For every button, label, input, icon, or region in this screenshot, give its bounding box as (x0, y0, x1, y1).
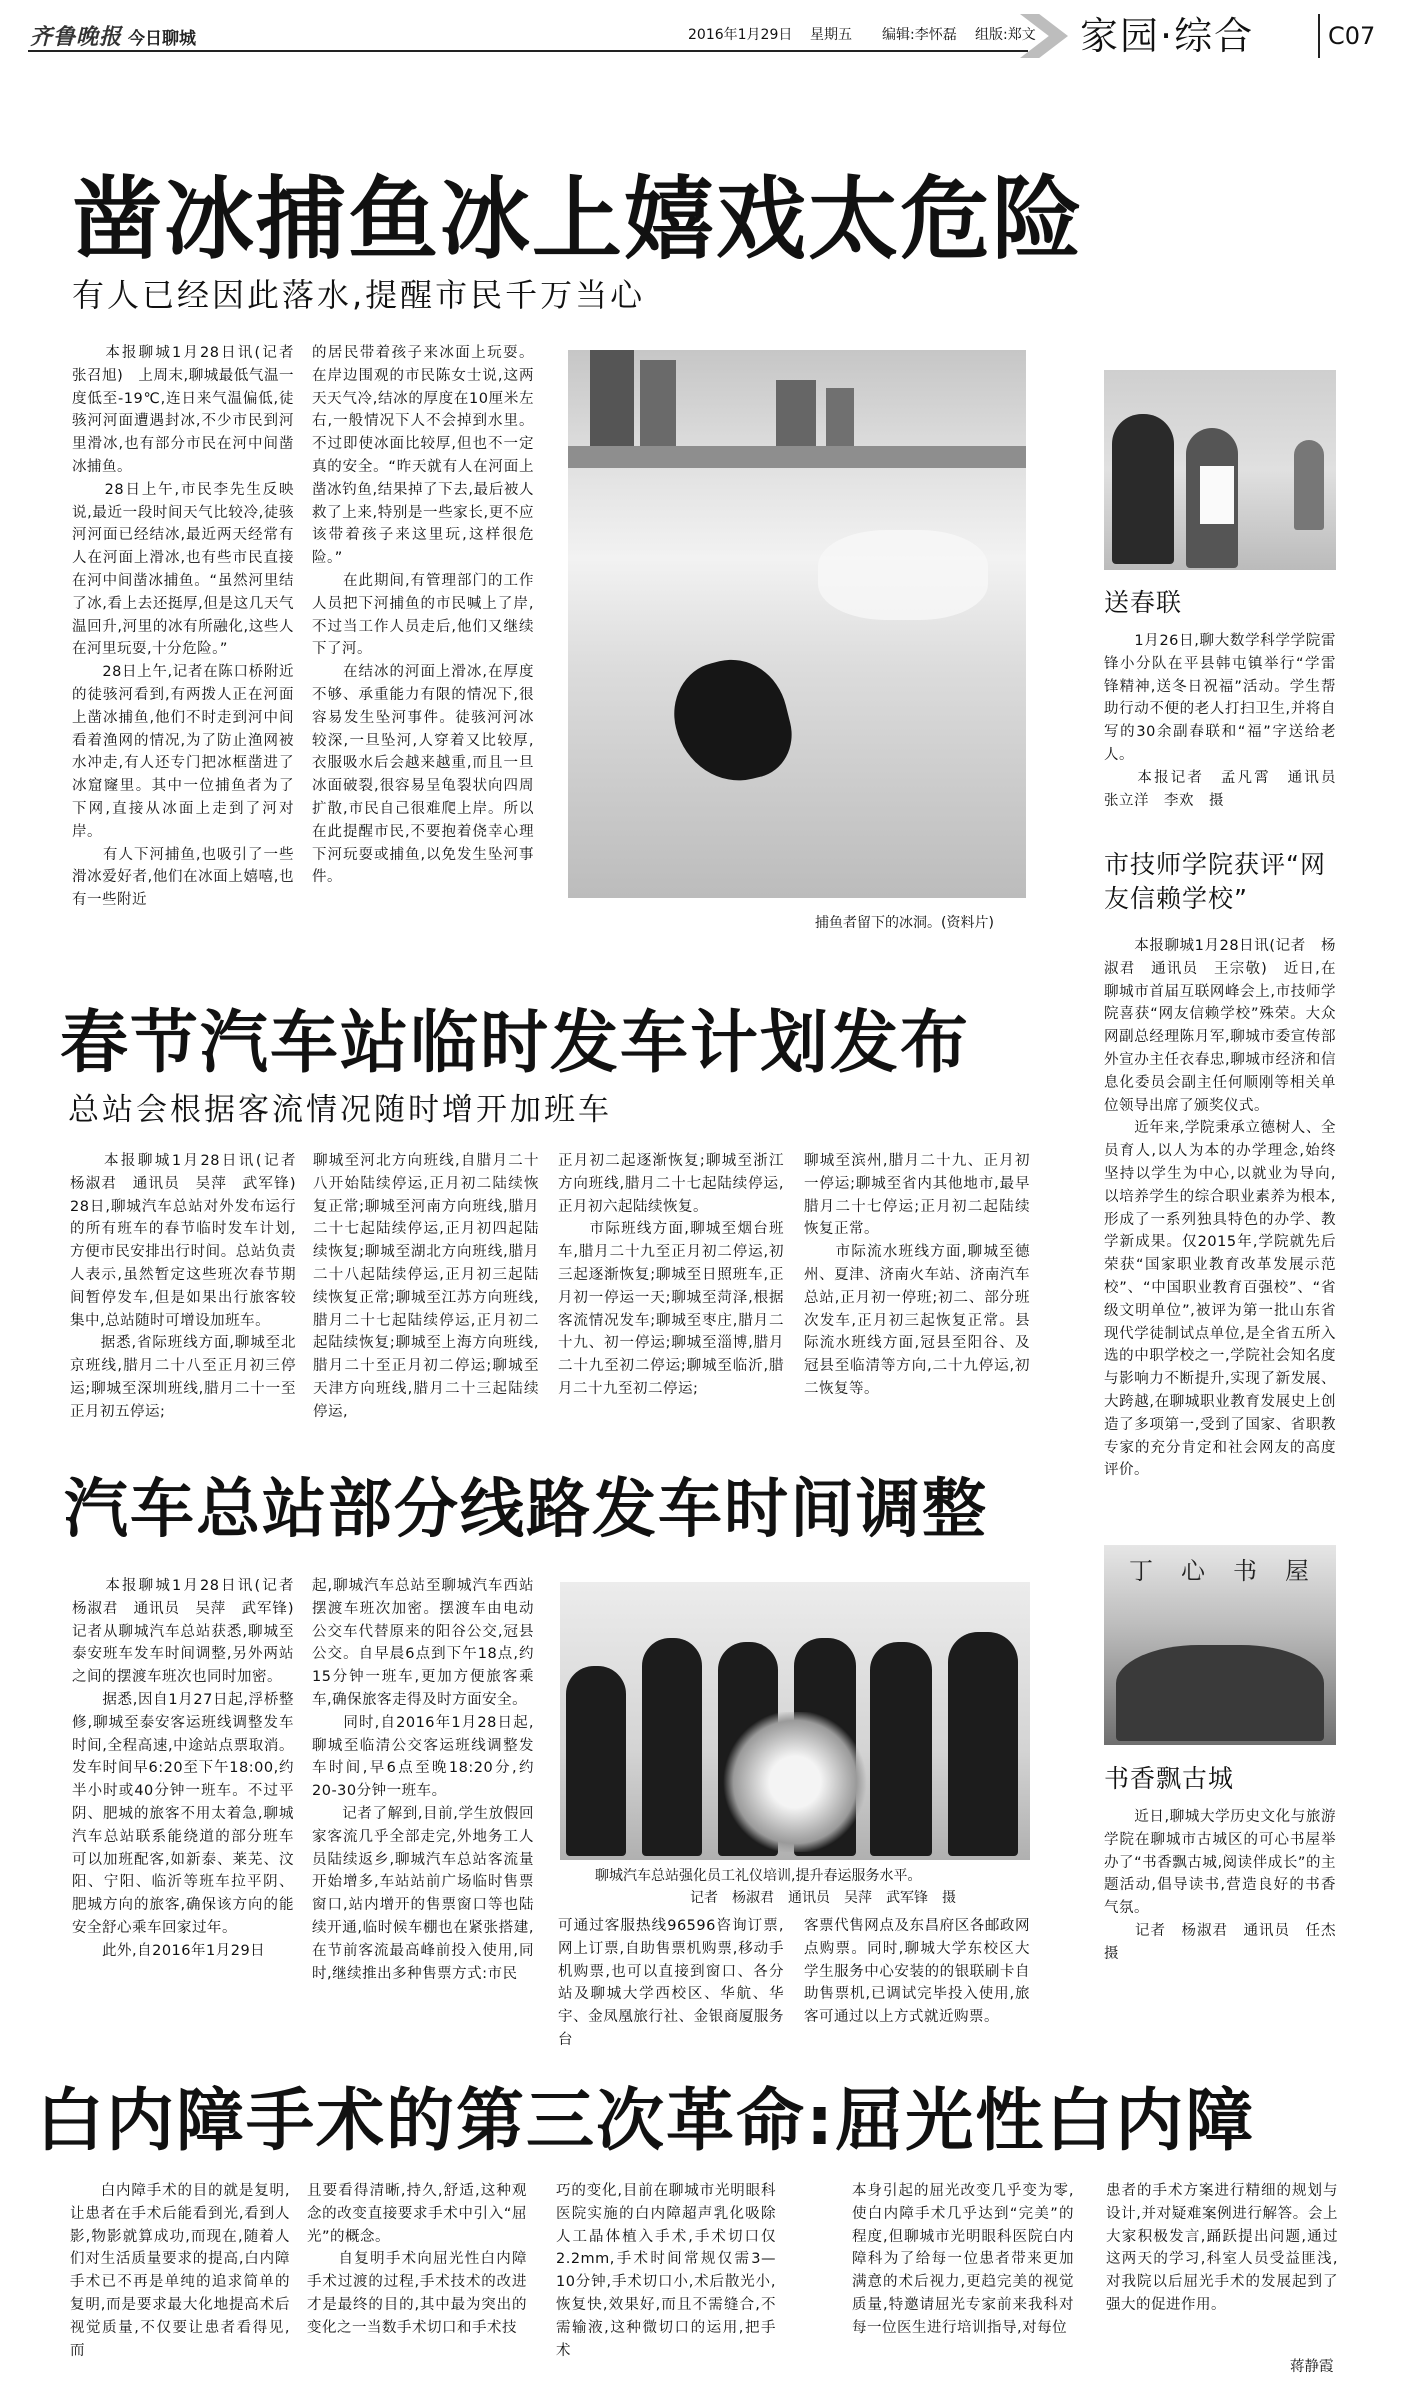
photo-staff-5 (870, 1642, 932, 1856)
side1-photo-couplets (1104, 370, 1336, 570)
section-divider (1318, 14, 1320, 58)
article3-column-1: 本报聊城1月28日讯(记者 杨淑君 通讯员 吴萍 武军锋) 记者从聊城汽车总站获悉,聊城至泰安班车发车时间调整,另外两站之间的摆渡车班次也同时加密。 据悉,因自1月27日起,浮桥整修,聊城至泰安客运班线调整发车时间,全程高速,中途站点票取消。发车时间早6:20至下午18:00,约半小时或40分钟一班车。不过平阴、肥城的旅客不用太着急,聊城汽车总站联系能绕道的部分班车可以加班配客,如新泰、莱芜、汶阳、宁阳、临沂等班车拉平阴、肥城方向的旅客,确保该方向的能安全舒心乘车回家过年。 此外,自2016年1月29日 (72, 1578, 294, 1959)
side1-body: 1月26日,聊大数学科学学院雷锋小分队在平县韩屯镇举行“学雷锋精神,送冬日祝福”活动。学生帮助行动不便的老人打扫卫生,并将自写的30余副春联和“福”字送给老人。 本报记者 孟凡霄 通讯员 张立洋 李欢 摄 (1104, 633, 1336, 809)
photo-building-2 (640, 360, 676, 450)
photo-far-bank (568, 446, 1026, 468)
photo-couplet-paper (1200, 466, 1234, 524)
photo-child-right (1294, 440, 1324, 530)
article2-subtitle: 总站会根据客流情况随时增开加班车 (68, 1092, 612, 1128)
side3-title: 书香飘古城 (1104, 1764, 1235, 1793)
header-rule (28, 50, 1028, 52)
article3-column-3: 可通过客服热线96596咨询订票,网上订票,自助售票机购票,移动手机购票,也可以直接到窗口、各分站及聊城大学西校区、华航、华宇、金凤凰旅行社、金银商厦服务台 (558, 1918, 784, 2048)
article1-column-1: 本报聊城1月28日讯(记者 张召旭) 上周末,聊城最低气温一度低至-19℃,连日来气温偏低,徒骇河河面遭遇封冰,不少市民到河里滑冰,也有部分市民在河中间凿冰捕鱼。 28日上午,市民李先生反映说,最近一段时间天气比较冷,徒骇河河面已经结冰,最近两天经常有人在河面上滑冰,也有些市民直接在河中间凿冰捕鱼。“虽然河里结了冰,看上去还挺厚,但是这几天气温回升,河里的冰有所融化,这些人在河里玩耍,十分危险。” 28日上午,记者在陈口桥附近的徒骇河看到,有两拨人正在河面上凿冰捕鱼,他们不时走到河中间看着渔网的情况,为了防止渔网被水冲走,有人还专门把冰框凿进了冰窟窿里。其中一位捕鱼者为了下网,直接从冰面上走到了河对岸。 有人下河捕鱼,也吸引了一些滑冰爱好者,他们在冰面上嬉嘻,也有一些附近 (72, 345, 294, 909)
photo-staff-2 (642, 1638, 702, 1856)
photo-snow-patch (818, 530, 988, 620)
article4-column-3: 巧的变化,目前在聊城市光明眼科医院实施的白内障超声乳化吸除人工晶体植入手术,手术切口仅2.2mm,手术时间常规仅需3—10分钟,手术切口小,术后散光小,恢复快,效果好,而且不需缝合,不需输液,这种微切口的运用,把手术 (556, 2183, 776, 2359)
section-title: 家园·综合 (1080, 14, 1255, 58)
photo-building-1 (590, 350, 634, 450)
edition-label: 今日聊城 (128, 29, 196, 49)
article1-subtitle: 有人已经因此落水,提醒市民千万当心 (72, 276, 646, 314)
photo-staff-6 (948, 1632, 1018, 1856)
page-header (0, 0, 1409, 70)
side2-body: 本报聊城1月28日讯(记者 杨淑君 通讯员 王宗敬) 近日,在聊城市首届互联网峰会上,市技师学院喜获“网友信赖学校”殊荣。大众网副总经理陈月军,聊城市委宣传部外宣办主任衣春忠,聊城市经济和信息化委员会副主任何顺刚等相关单位领导出席了颁奖仪式。 近年来,学院秉承立德树人、全员育人,以人为本的办学理念,始终坚持以学生为中心,以就业为导向,以培养学生的综合职业素养为根本,形成了一系列独具特色的办学、教学新成果。仅2015年,学院就先后荣获“国家职业教育改革发展示范校”、“中国职业教育百强校”、“省级文明单位”,被评为第一批山东省现代学徒制试点单位,是全省五所入选的中职学校之一,学院社会知名度与影响力不断提升,实现了新发展、大跨越,在聊城职业教育发展史上创造了多项第一,受到了国家、省职教专家的充分肯定和社会网友的高度评价。 (1104, 938, 1336, 1479)
article4-column-1: 白内障手术的目的就是复明,让患者在手术后能看到光,看到人影,物影就算成功,而现在,随着人们对生活质量要求的提高,白内障手术已不再是单纯的追求简单的复明,而是要求最大化地提高术后视觉质量,不仅要让患者看得见,而 (70, 2183, 290, 2359)
article3-column-2: 起,聊城汽车总站至聊城汽车西站摆渡车班次加密。摆渡车由电动公交车代替原来的阳谷公交,冠县公交。自早晨6点到下午18点,约15分钟一班车,更加方便旅客乘车,确保旅客走得及时方面安全。 同时,自2016年1月28日起,聊城至临清公交客运班线调整发车时间,早6点至晚18:20分,约20-30分钟一班车。 记者了解到,目前,学生放假回家客流几乎全部走完,外地务工人员陆续返乡,聊城汽车总站客流量开始增多,车站站前广场临时售票窗口,站内增开的售票窗口等也陆续开通,临时候车棚也在紧张搭建,在节前客流最高峰前投入使用,同时,继续推出多种售票方式:市民 (312, 1578, 534, 1982)
article4-column-4: 本身引起的屈光改变几乎变为零,使白内障手术几乎达到“完美”的程度,但聊城市光明眼科医院白内障科为了给每一位患者带来更加满意的术后视力,更趋完美的视觉质量,特邀请屈光专家前来我科对每一位医生进行培训指导,对每位 (852, 2183, 1074, 2336)
article3-title: 汽车总站部分线路发车时间调整 (64, 1473, 988, 1547)
photo-person-left (1112, 414, 1174, 564)
side1-title: 送春联 (1104, 588, 1183, 617)
article3-photo-staff (560, 1582, 1030, 1860)
article2-column-4: 聊城至滨州,腊月二十九、正月初一停运;聊城至省内其他地市,最早腊月二十七停运;正月初二起陆续恢复正常。 市际流水班线方面,聊城至德州、夏津、济南火车站、济南汽车总站,正月初一停班;初二、部分班次发车,正月初三起恢复正常。县际流水班线方面,冠县至阳谷、及冠县至临清等方向,二十九停运,初二恢复等。 (804, 1153, 1030, 1397)
photo-building-3 (776, 380, 816, 452)
side3-photo-bookstore (1104, 1545, 1336, 1745)
side3-body: 近日,聊城大学历史文化与旅游学院在聊城市古城区的可心书屋举办了“书香飘古城,阅读伴成长”的主题活动,倡导读书,营造良好的书香气氛。 记者 杨淑君 通讯员 任杰 摄 (1104, 1809, 1336, 1962)
side2-title: 市技师学院获评“网友信赖学校” (1104, 850, 1326, 913)
article2-column-3: 正月初二起逐渐恢复;聊城至浙江方向班线,腊月二十七起陆续停运,正月初六起陆续恢复。 市际班线方面,聊城至烟台班车,腊月二十九至正月初二停运,初三起逐渐恢复;聊城至日照班车,正月初一停运一天;聊城至菏泽,根据客流情况发车;聊城至枣庄,腊月二十九、初一停运;聊城至淄博,腊月二十九至初二停运;聊城至临沂,腊月二十九至初二停运; (558, 1153, 784, 1397)
header-weekday: 星期五 (810, 27, 852, 43)
article1-photo-ice-hole (568, 350, 1026, 898)
article3-photo-caption: 聊城汽车总站强化员工礼仪培训,提升春运服务水平。 (595, 1868, 922, 1884)
article1-photo-caption: 捕鱼者留下的冰洞。(资料片) (815, 915, 994, 931)
photo-crowd (1116, 1645, 1324, 1741)
article4-title: 白内障手术的第三次革命:屈光性白内障 (36, 2082, 1256, 2161)
paper-name: 齐鲁晚报 (30, 24, 123, 50)
photo-building-4 (826, 388, 854, 450)
page-number: C07 (1328, 22, 1376, 50)
article4-column-2: 且要看得清晰,持久,舒适,这种观念的改变直接要求手术中引入“屈光”的概念。 自复明手术向屈光性白内障手术过渡的过程,手术技术的改进才是最终的目的,其中最为突出的变化之一当数手术切口和手术技 (307, 2183, 527, 2336)
photo-staff-1 (566, 1666, 626, 1856)
article4-byline: 蒋静霞 (1290, 2359, 1334, 2375)
header-date: 2016年1月29日 (688, 27, 793, 43)
bookstore-sign: 丁 心 书 屋 (1129, 1557, 1311, 1585)
article3-column-4: 客票代售网点及东昌府区各邮政网点购票。同时,聊城大学东校区大学生服务中心安装的的银联刷卡自助售票机,已调试完毕投入使用,旅客可通过以上方式就近购票。 (804, 1918, 1030, 2026)
article2-column-2: 聊城至河北方向班线,自腊月二十八开始陆续停运,正月初二陆续恢复正常;聊城至河南方向班线,腊月二十七起陆续停运,正月初四起陆续恢复;聊城至湖北方向班线,腊月二十八起陆续停运,正月初三起陆续恢复正常;聊城至江苏方向班线,腊月二十七起陆续停运,正月初二起陆续恢复;聊城至上海方向班线,腊月二十至正月初二停运;聊城至天津方向班线,腊月二十三起陆续停运, (313, 1153, 539, 1420)
photo-ice-hole (663, 648, 801, 793)
header-designer: 组版:郑文 (975, 27, 1036, 43)
article1-title: 凿冰捕鱼冰上嬉戏太危险 (72, 167, 1084, 272)
header-editor: 编辑:李怀磊 (882, 27, 957, 43)
article1-column-2: 的居民带着孩子来冰面上玩耍。在岸边围观的市民陈女士说,这两天天气冷,结冰的厚度在10厘米左右,一般情况下人不会掉到水里。不过即使冰面比较厚,但也不一定真的安全。“昨天就有人在河面上凿冰钓鱼,结果掉了下去,最后被人救了上来,特别是一些家长,更不应该带着孩子来这里玩,这样很危险。” 在此期间,有管理部门的工作人员把下河捕鱼的市民喊上了岸,不过当工作人员走后,他们又继续下了河。 在结冰的河面上滑冰,在厚度不够、承重能力有限的情况下,很容易发生坠河事件。徒骇河河冰较深,一旦坠河,人穿着又比较厚,衣服吸水后会越来越重,而且一旦冰面破裂,很容易呈龟裂状向四周扩散,市民自己很难爬上岸。所以在此提醒市民,不要抱着侥幸心理下河玩耍或捕鱼,以免发生坠河事件。 (312, 345, 534, 886)
article2-title: 春节汽车站临时发车计划发布 (60, 1004, 971, 1083)
article3-photo-credit: 记者 杨淑君 通讯员 吴萍 武军锋 摄 (690, 1890, 956, 1906)
article4-column-5: 患者的手术方案进行精细的规划与设计,并对疑难案例进行解答。会上大家积极发言,踊跃提出问题,通过这两天的学习,科室人员受益匪浅,对我院以后屈光手术的发展起到了强大的促进作用。 (1106, 2183, 1338, 2313)
article2-column-1: 本报聊城1月28日讯(记者 杨淑君 通讯员 吴萍 武军锋) 28日,聊城汽车总站对外发布运行的所有班车的春节临时发车计划,方便市民安排出行时间。总站负责人表示,虽然暂定这些班次春节期间暂停发车,但是如果出行旅客较集中,总站随时可增设加班车。 据悉,省际班线方面,聊城至北京班线,腊月二十八至正月初三停运;聊城至深圳班线,腊月二十一至正月初五停运; (70, 1153, 296, 1420)
photo-flowers (720, 1712, 870, 1852)
